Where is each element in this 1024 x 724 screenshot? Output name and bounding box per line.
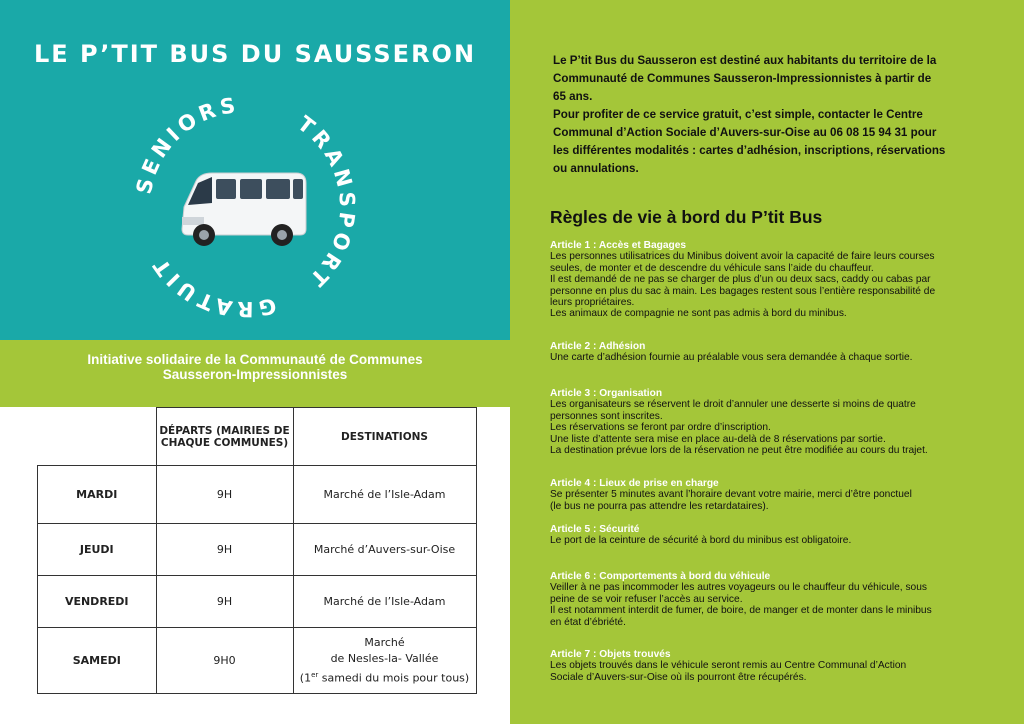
initiative-text: Initiative solidaire de la Communauté de Communes Sausseron-Impressionnistes (87, 352, 423, 382)
header-departs: DÉPARTS (MAIRIES DE CHAQUE COMMUNES) (156, 408, 293, 466)
badge-word-seniors: SENIORS (131, 92, 241, 197)
minibus-image (182, 173, 306, 246)
schedule-table (37, 407, 477, 694)
header-destinations: DESTINATIONS (293, 408, 476, 466)
badge-word-gratuit: GRATUIT (146, 251, 279, 322)
table-row (38, 524, 477, 576)
article-6: Article 6 : Comportements à bord du véhicule Veiller à ne pas incommoder les autres voyageurs ou le chauffeur du véhicule, sous peine de se voir refuser l’accès au service. Il est notamment interdit de fumer, de boire, de manger et de monter dans le minibus en état d’ébriété. (550, 571, 932, 628)
header-empty-cell (38, 408, 157, 466)
destination-cell: Marché de l’Isle-Adam (293, 576, 476, 628)
time-cell: 9H0 (156, 628, 293, 694)
rules-title: Règles de vie à bord du P’tit Bus (550, 207, 823, 227)
svg-text:GRATUIT (147, 251, 279, 321)
day-cell: VENDREDI (38, 576, 157, 628)
destination-cell: Marché d’Auvers-sur-Oise (293, 524, 476, 576)
day-cell: MARDI (38, 466, 157, 524)
article-7: Article 7 : Objets trouvés Les objets trouvés dans le véhicule seront remis au Centre Communal d’Action Sociale d’Auvers-sur-Oise où ils pourront être récupérés. (550, 649, 907, 683)
time-cell: 9H (156, 576, 293, 628)
intro-text: Le P’tit Bus du Sausseron est destiné aux habitants du territoire de la Communauté de Communes Sausseron-Impressionnistes à partir de 65 ans. Pour profiter de ce service gratuit, c’est simple, contacter le Centre Communal d’Action Sociale d’Auvers-sur-Oise au 06 08 15 94 31 pour les différentes modalités : cartes d’adhésion, inscriptions, réservations ou annulations. (553, 54, 946, 175)
article-3: Article 3 : Organisation Les organisateurs se réservent le droit d’annuler une desserte si moins de quatre personnes sont inscrites. Les réservations se feront par ordre d’inscription. Une liste d’attente sera mise en place au-delà de 8 réservations par sortie. La destination prévue lors de la réservation ne peut être modifiée au cours du trajet. (550, 388, 928, 457)
page-title: LE P’TIT BUS DU SAUSSERON (33, 40, 477, 68)
article-4: Article 4 : Lieux de prise en charge Se présenter 5 minutes avant l’horaire devant votre mairie, merci d’être ponctuel (le bus ne pourra pas attendre les retardataires). (550, 478, 912, 512)
table-header-row (38, 408, 477, 466)
destination-cell: Marché de Nesles-la- Vallée (1er samedi du mois pour tous) (293, 628, 476, 694)
badge-word-transport: TRANSPORT (293, 111, 360, 294)
circular-badge (130, 92, 360, 322)
table-row (38, 576, 477, 628)
day-cell: SAMEDI (38, 628, 157, 694)
article-1: Article 1 : Accès et Bagages Les personnes utilisatrices du Minibus doivent avoir la capacité de faire leurs courses seules, de monter et de descendre du véhicule sans l’aide du chauffeur. Il est demandé de ne pas se charger de plus d’un ou deux sacs, caddy ou cabas par personne en plus du sac à main. Les bagages restent sous l’entière responsabilité de leurs propriétaires. Les animaux de compagnie ne sont pas admis à bord du minibus. (550, 240, 936, 320)
time-cell: 9H (156, 524, 293, 576)
table-row (38, 466, 477, 524)
table-row (38, 628, 477, 694)
destination-cell: Marché de l’Isle-Adam (293, 466, 476, 524)
time-cell: 9H (156, 466, 293, 524)
day-cell: JEUDI (38, 524, 157, 576)
article-2: Article 2 : Adhésion Une carte d’adhésion fournie au préalable vous sera demandée à chaque sortie. (550, 341, 913, 364)
article-5: Article 5 : Sécurité Le port de la ceinture de sécurité à bord du minibus est obligatoire. (550, 524, 852, 547)
